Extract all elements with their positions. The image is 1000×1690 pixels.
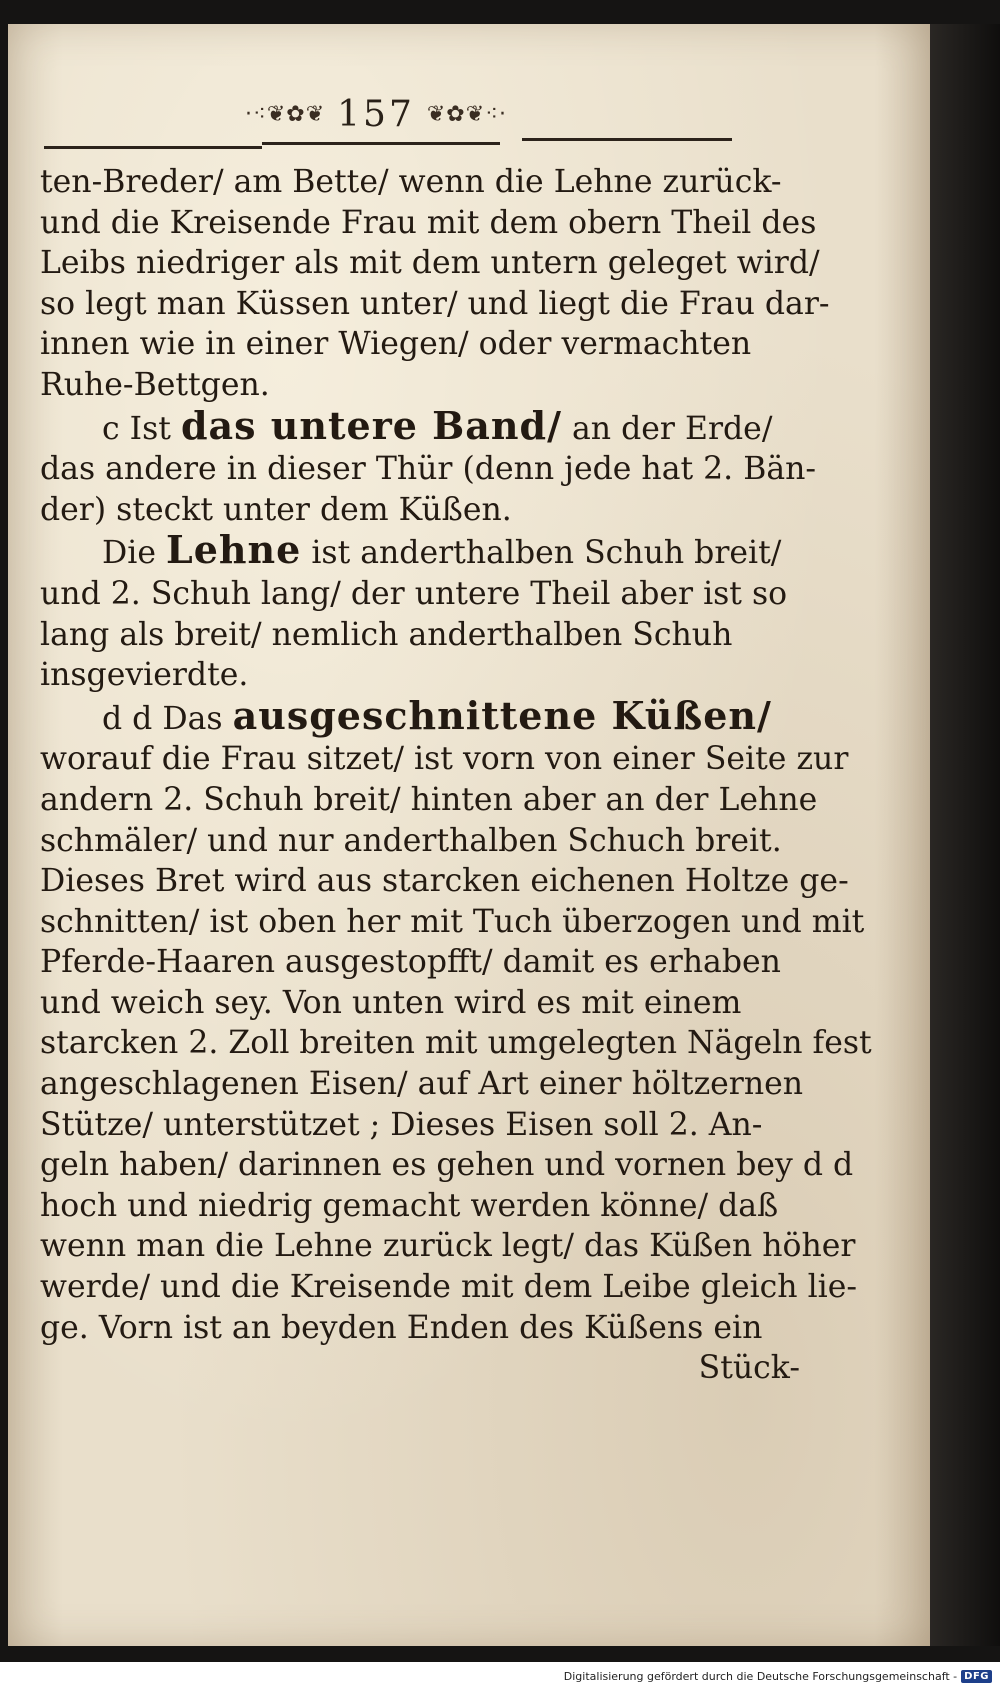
text-line: lang als breit/ nemlich anderthalben Schuh: [40, 616, 733, 653]
text-line: und weich sey. Von unten wird es mit einem: [40, 984, 742, 1021]
text-line: schnitten/ ist oben her mit Tuch überzogen und mit: [40, 903, 865, 940]
text-run: Die: [102, 535, 166, 572]
text-line: hoch und niedrig gemacht werden könne/ daß: [40, 1187, 779, 1224]
header-rule-left: [44, 146, 262, 149]
text-line: ten-Breder/ am Bette/ wenn die Lehne zurück-: [40, 164, 782, 200]
text-line: insgevierdte.: [40, 657, 249, 694]
text-line: werde/ und die Kreisende mit dem Leibe gleich lie-: [40, 1269, 858, 1306]
text-line: andern 2. Schuh breit/ hinten aber an der Lehne: [40, 781, 818, 818]
text-line: das andere in dieser Thür (denn jede hat 2. Bän-: [40, 451, 817, 488]
text-line: Pferde-Haaren ausgestopfft/ damit es erhaben: [40, 944, 781, 981]
text-line: Stütze/ unterstützet ; Dieses Eisen soll 2. An-: [40, 1106, 763, 1143]
text-line: [40, 527, 800, 574]
body-text: [40, 162, 872, 1389]
text-run: an der Erde/: [561, 410, 773, 447]
digitization-footer: [0, 1662, 1000, 1690]
text-run: d d Das: [102, 700, 233, 737]
text-line: ge. Vorn ist an beyden Enden des Küßens ein: [40, 1309, 763, 1346]
text-line: starcken 2. Zoll breiten mit umgelegten Nägeln fest: [40, 1025, 872, 1062]
text-line: schmäler/ und nur anderthalben Schuch breit.: [40, 822, 782, 859]
text-line: und 2. Schuh lang/ der untere Theil aber ist so: [40, 575, 788, 612]
text-run: c Ist: [102, 410, 181, 447]
text-line: und die Kreisende Frau mit dem obern Theil des: [40, 204, 817, 241]
text-line: so legt man Küssen unter/ und liegt die Frau dar-: [40, 285, 830, 322]
emphasized-heading: ausgeschnittene Küßen/: [232, 692, 772, 738]
text-line: [40, 692, 800, 740]
text-line: angeschlagenen Eisen/ auf Art einer höltzernen: [40, 1066, 804, 1103]
emphasized-heading: Lehne: [165, 527, 302, 573]
text-line: Dieses Bret wird aus starcken eichenen Holtze ge-: [40, 863, 849, 900]
text-line: geln haben/ darinnen es gehen und vornen bey d d: [40, 1147, 854, 1184]
emphasized-heading: das untere Band/: [180, 402, 562, 448]
header-rule-middle: [262, 142, 500, 145]
ornament-left-icon: ·⁖❦✿❦: [244, 101, 326, 127]
page-number: 157: [337, 93, 415, 135]
page-header: [216, 88, 536, 140]
text-line: der) steckt unter dem Küßen.: [40, 491, 512, 528]
text-line: wenn man die Lehne zurück legt/ das Küßen höher: [40, 1228, 856, 1265]
text-line: Leibs niedriger als mit dem untern geleget wird/: [40, 245, 820, 282]
header-rule-right: [522, 138, 732, 141]
text-run: ist anderthalben Schuh breit/: [301, 535, 782, 572]
footer-credit: Digitalisierung gefördert durch die Deutsche Forschungsgemeinschaft -: [563, 1669, 958, 1683]
catchword: Stück-: [698, 1350, 800, 1387]
text-line: [40, 402, 800, 450]
book-edge-shadow: [930, 24, 1000, 1646]
ornament-right-icon: ❦✿❦⁖·: [426, 101, 508, 127]
text-line: Ruhe-Bettgen.: [40, 366, 270, 403]
text-line: innen wie in einer Wiegen/ oder vermachten: [40, 326, 752, 363]
dfg-logo-icon: DFG: [961, 1670, 992, 1683]
text-line: worauf die Frau sitzet/ ist vorn von einer Seite zur: [40, 741, 849, 778]
